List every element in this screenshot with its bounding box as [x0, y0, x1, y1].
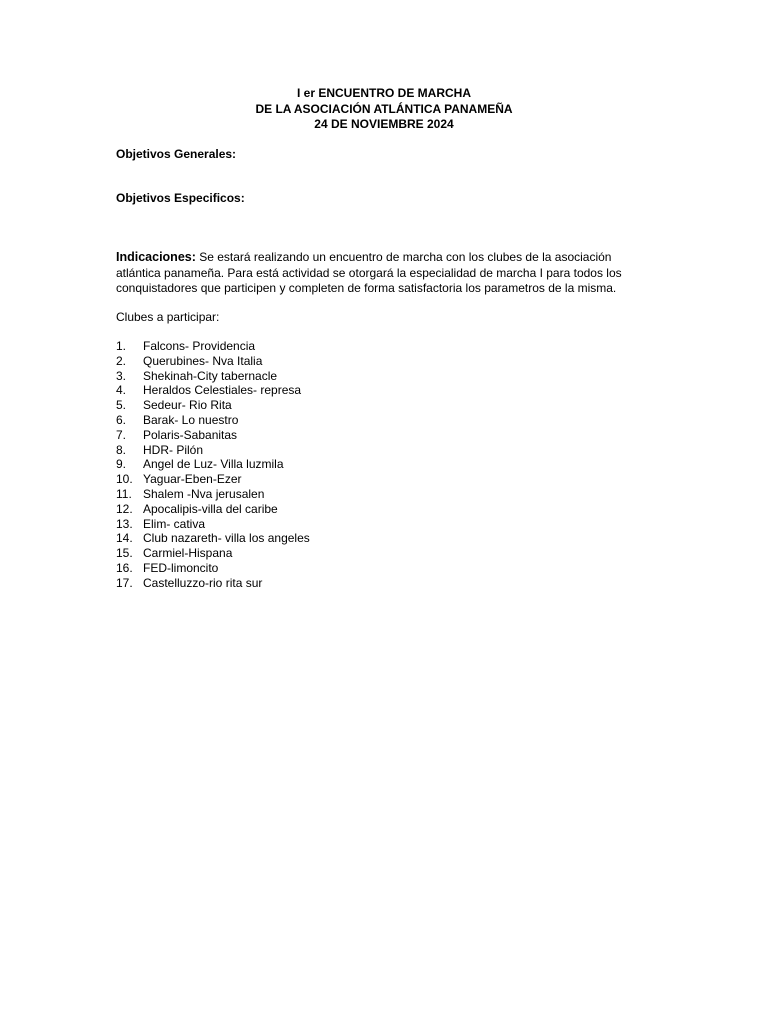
list-item-text: Heraldos Celestiales- represa	[143, 383, 302, 398]
list-item-number: 9.	[116, 457, 127, 472]
list-item	[116, 472, 310, 487]
list-item-text: HDR- Pilón	[143, 442, 204, 457]
list-item-text: Falcons- Providencia	[143, 339, 256, 353]
list-item-number: 4.	[116, 383, 127, 398]
list-item-number: 16.	[116, 560, 133, 575]
clubs-label: Clubes a participar:	[116, 310, 220, 324]
list-item-text: Shekinah-City tabernacle	[143, 368, 278, 383]
indications-text: Se estará realizando un encuentro de marcha con los clubes de la asociación atlántica panameña. Para está actividad se otorgará la especialidad de marcha I para todos los conquistadores que participen y completen de forma satisfactoria los parametros de la misma.	[116, 250, 622, 295]
list-item-number: 11.	[116, 486, 132, 501]
list-item-text: Club nazareth- villa los angeles	[143, 531, 310, 546]
list-item	[116, 546, 310, 561]
list-item-number: 12.	[116, 501, 133, 516]
list-item-number: 10.	[116, 472, 133, 487]
list-item	[116, 428, 310, 443]
list-item-number: 5.	[116, 398, 127, 413]
list-item-text: FED-limoncito	[143, 560, 219, 575]
title-line-2: DE LA ASOCIACIÓN ATLÁNTICA PANAMEÑA	[255, 101, 513, 116]
list-item-number: 8.	[116, 442, 127, 457]
list-item	[116, 457, 310, 472]
list-item-number: 6.	[116, 412, 127, 427]
list-item	[116, 443, 310, 458]
list-item	[116, 354, 310, 369]
list-item-text: Angel de Luz- Villa luzmila	[143, 457, 284, 472]
list-item-number: 3.	[116, 368, 127, 383]
list-item	[116, 369, 310, 384]
club-list	[116, 339, 310, 591]
list-item-text: Querubines- Nva Italia	[143, 353, 263, 368]
list-item-number: 13.	[116, 516, 133, 531]
list-item	[116, 383, 310, 398]
list-item-number: 7.	[116, 427, 127, 442]
indications-paragraph	[116, 250, 656, 297]
list-item-number: 1.	[116, 339, 127, 353]
list-item-text: Castelluzzo-rio rita sur	[143, 575, 263, 590]
list-item-text: Apocalipis-villa del caribe	[143, 501, 278, 516]
specific-objectives-heading: Objetivos Especificos:	[116, 191, 245, 205]
list-item-text: Sedeur- Rio Rita	[143, 398, 232, 413]
list-item	[116, 561, 310, 576]
list-item-text: Shalem -Nva jerusalen	[143, 486, 265, 501]
list-item-text: Carmiel-Hispana	[143, 546, 233, 561]
list-item-text: Barak- Lo nuestro	[143, 412, 239, 427]
list-item	[116, 502, 310, 517]
list-item-text: Elim- cativa	[143, 516, 206, 531]
list-item-number: 17.	[116, 575, 133, 590]
list-item	[116, 339, 310, 354]
indications-label: Indicaciones:	[116, 250, 196, 264]
list-item-number: 2.	[116, 353, 127, 368]
document-title	[0, 86, 768, 133]
list-item	[116, 576, 310, 591]
title-line-3: 24 DE NOVIEMBRE 2024	[314, 117, 454, 131]
list-item	[116, 517, 310, 532]
list-item-text: Polaris-Sabanitas	[143, 427, 238, 442]
title-line-1: I er ENCUENTRO DE MARCHA	[296, 86, 471, 100]
general-objectives-heading: Objetivos Generales:	[116, 147, 237, 161]
list-item-text: Yaguar-Eben-Ezer	[143, 472, 242, 487]
list-item	[116, 398, 310, 413]
list-item	[116, 531, 310, 546]
list-item	[116, 487, 310, 502]
list-item-number: 14.	[116, 531, 133, 546]
list-item	[116, 413, 310, 428]
list-item-number: 15.	[116, 546, 133, 561]
